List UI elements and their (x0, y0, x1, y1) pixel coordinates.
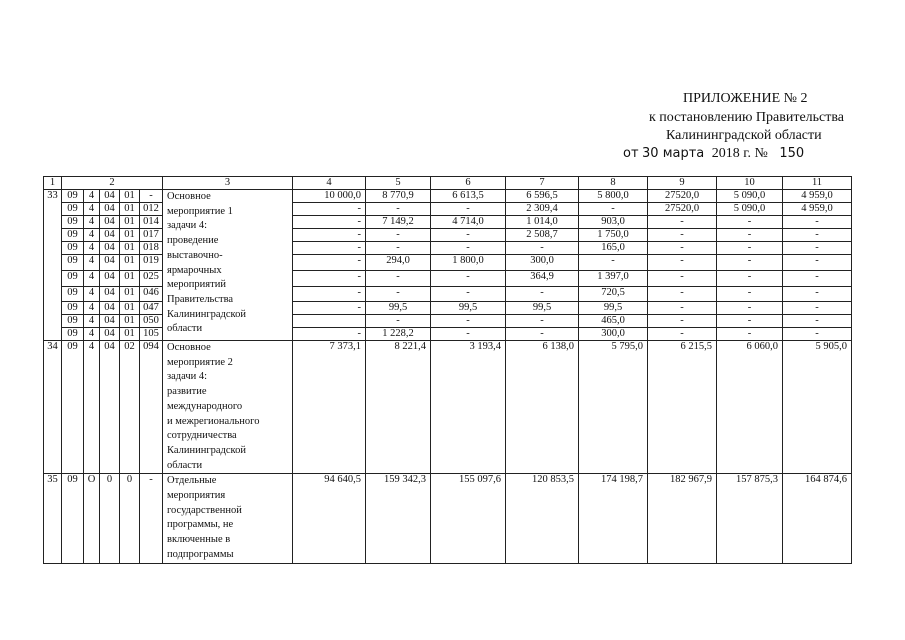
code-cell: 046 (140, 287, 163, 302)
value-cell: 5 795,0 (579, 341, 648, 474)
value-cell: - (579, 203, 648, 216)
value-cell: - (783, 328, 852, 341)
code-cell: 09 (62, 474, 84, 563)
value-cell: 1 750,0 (579, 229, 648, 242)
code-cell: 4 (84, 229, 100, 242)
code-cell: 4 (84, 341, 100, 474)
value-cell: 7 149,2 (366, 216, 431, 229)
description-line: мероприятий (167, 279, 226, 291)
column-number: 9 (648, 177, 717, 190)
code-cell: 01 (120, 287, 140, 302)
code-cell: 04 (100, 255, 120, 271)
value-cell: 157 875,3 (717, 474, 783, 563)
value-cell: 99,5 (506, 302, 579, 315)
code-cell: 04 (100, 229, 120, 242)
code-cell: 04 (100, 287, 120, 302)
value-cell: - (366, 242, 431, 255)
value-cell: 294,0 (366, 255, 431, 271)
description-line: программы, не (167, 519, 234, 531)
value-cell: - (717, 315, 783, 328)
value-cell: - (293, 216, 366, 229)
value-cell: - (717, 216, 783, 229)
description-line: включенные в (167, 534, 231, 546)
value-cell: - (783, 302, 852, 315)
value-cell: 99,5 (579, 302, 648, 315)
value-cell: 99,5 (366, 302, 431, 315)
code-cell: - (140, 474, 163, 563)
date-prefix: от (623, 146, 639, 161)
code-cell: 01 (120, 229, 140, 242)
code-cell: 017 (140, 229, 163, 242)
code-cell: 04 (100, 271, 120, 287)
code-cell: 09 (62, 315, 84, 328)
code-cell: 094 (140, 341, 163, 474)
description-line: сотрудничества (167, 430, 237, 442)
code-cell: 047 (140, 302, 163, 315)
description-line: мероприятие 2 (167, 356, 233, 368)
code-cell: 04 (100, 242, 120, 255)
value-cell: - (431, 229, 506, 242)
code-cell: 09 (62, 216, 84, 229)
value-cell: - (648, 242, 717, 255)
value-cell: 300,0 (506, 255, 579, 271)
value-cell: 300,0 (579, 328, 648, 341)
code-cell: 4 (84, 242, 100, 255)
resolution-number: 150 (779, 146, 805, 161)
column-number: 4 (293, 177, 366, 190)
value-cell: - (717, 255, 783, 271)
value-cell: - (366, 271, 431, 287)
description-line: государственной (167, 504, 242, 516)
value-cell: - (431, 315, 506, 328)
value-cell: 6 060,0 (717, 341, 783, 474)
value-cell: - (648, 271, 717, 287)
description-line: мероприятия (167, 490, 226, 502)
code-cell: 09 (62, 242, 84, 255)
value-cell: - (293, 271, 366, 287)
description-line: задачи 4: (167, 371, 208, 383)
code-cell: 025 (140, 271, 163, 287)
value-cell: - (717, 271, 783, 287)
code-cell: 09 (62, 255, 84, 271)
value-cell: 1 397,0 (579, 271, 648, 287)
code-cell: 04 (100, 315, 120, 328)
code-cell: 01 (120, 203, 140, 216)
code-cell: 09 (62, 287, 84, 302)
description-line: подпрограммы (167, 548, 234, 560)
value-cell: - (431, 271, 506, 287)
code-cell: 01 (120, 190, 140, 203)
value-cell: - (293, 242, 366, 255)
code-cell: 4 (84, 328, 100, 341)
value-cell: 159 342,3 (366, 474, 431, 563)
code-cell: 01 (120, 315, 140, 328)
code-cell: - (140, 190, 163, 203)
value-cell: - (783, 255, 852, 271)
value-cell: 165,0 (579, 242, 648, 255)
description-line: проведение (167, 235, 219, 247)
value-cell: - (431, 328, 506, 341)
value-cell: 1 228,2 (366, 328, 431, 341)
region-name: Калининградской области (666, 128, 822, 143)
code-cell: О (84, 474, 100, 563)
value-cell: 5 090,0 (717, 190, 783, 203)
code-cell: 01 (120, 242, 140, 255)
value-cell: - (648, 229, 717, 242)
resolution-reference: к постановлению Правительства (649, 110, 845, 125)
value-cell: 6 613,5 (431, 190, 506, 203)
code-cell: 04 (100, 216, 120, 229)
value-cell: - (366, 203, 431, 216)
value-cell: - (783, 216, 852, 229)
value-cell: - (579, 255, 648, 271)
code-cell: 01 (120, 302, 140, 315)
code-cell: 04 (100, 341, 120, 474)
value-cell: 6 596,5 (506, 190, 579, 203)
value-cell: - (293, 229, 366, 242)
row-description (163, 190, 293, 341)
value-cell: - (717, 328, 783, 341)
row-description (163, 341, 293, 474)
value-cell: - (783, 242, 852, 255)
column-number: 6 (431, 177, 506, 190)
value-cell: - (506, 287, 579, 302)
value-cell: 2 309,4 (506, 203, 579, 216)
value-cell: - (293, 328, 366, 341)
table-row (44, 190, 852, 203)
code-cell: 01 (120, 271, 140, 287)
code-cell: 4 (84, 287, 100, 302)
code-cell: 4 (84, 271, 100, 287)
column-number: 2 (62, 177, 163, 190)
value-cell: - (293, 287, 366, 302)
value-cell: 182 967,9 (648, 474, 717, 563)
value-cell: 10 000,0 (293, 190, 366, 203)
column-number: 8 (579, 177, 648, 190)
column-number: 10 (717, 177, 783, 190)
value-cell: 364,9 (506, 271, 579, 287)
table-row (44, 474, 852, 563)
code-cell: 0 (120, 474, 140, 563)
description-line: ярмарочных (167, 264, 222, 276)
description-line: Правительства (167, 293, 234, 305)
value-cell: 120 853,5 (506, 474, 579, 563)
value-cell: 5 090,0 (717, 203, 783, 216)
code-cell: 4 (84, 315, 100, 328)
value-cell: 8 221,4 (366, 341, 431, 474)
row-number: 33 (44, 190, 62, 341)
value-cell: 2 508,7 (506, 229, 579, 242)
code-cell: 04 (100, 328, 120, 341)
code-cell: 09 (62, 203, 84, 216)
row-description (163, 474, 293, 563)
column-number: 5 (366, 177, 431, 190)
code-cell: 09 (62, 271, 84, 287)
description-line: Основное (167, 191, 211, 202)
description-line: Основное (167, 342, 211, 353)
code-cell: 09 (62, 328, 84, 341)
value-cell: - (717, 242, 783, 255)
value-cell: - (431, 287, 506, 302)
budget-table (43, 176, 852, 564)
value-cell: - (366, 287, 431, 302)
value-cell: 5 905,0 (783, 341, 852, 474)
code-cell: 09 (62, 229, 84, 242)
value-cell: 3 193,4 (431, 341, 506, 474)
value-cell: 903,0 (579, 216, 648, 229)
value-cell: - (648, 328, 717, 341)
row-number: 34 (44, 341, 62, 474)
code-cell: 019 (140, 255, 163, 271)
code-cell: 012 (140, 203, 163, 216)
description-line: выставочно- (167, 249, 223, 261)
code-cell: 105 (140, 328, 163, 341)
value-cell: 7 373,1 (293, 341, 366, 474)
value-cell: 27520,0 (648, 203, 717, 216)
column-number-row (44, 177, 852, 190)
code-cell: 4 (84, 255, 100, 271)
value-cell: - (648, 315, 717, 328)
value-cell: - (506, 242, 579, 255)
column-number: 11 (783, 177, 852, 190)
value-cell: 6 215,5 (648, 341, 717, 474)
value-cell: - (506, 315, 579, 328)
code-cell: 04 (100, 203, 120, 216)
column-number: 1 (44, 177, 62, 190)
code-cell: 09 (62, 302, 84, 315)
value-cell: 4 959,0 (783, 203, 852, 216)
resolution-date-line (623, 146, 804, 162)
code-cell: 4 (84, 203, 100, 216)
value-cell: 4 714,0 (431, 216, 506, 229)
description-line: мероприятие 1 (167, 205, 233, 217)
description-line: задачи 4: (167, 220, 208, 232)
code-cell: 050 (140, 315, 163, 328)
value-cell: 99,5 (431, 302, 506, 315)
description-line: развитие (167, 386, 207, 398)
row-number: 35 (44, 474, 62, 563)
value-cell: - (783, 229, 852, 242)
description-line: Калининградской (167, 308, 246, 320)
column-number: 3 (163, 177, 293, 190)
value-cell: - (431, 203, 506, 216)
value-cell: - (717, 287, 783, 302)
code-cell: 04 (100, 302, 120, 315)
value-cell: - (717, 302, 783, 315)
code-cell: 09 (62, 341, 84, 474)
value-cell: 1 014,0 (506, 216, 579, 229)
value-cell: 465,0 (579, 315, 648, 328)
value-cell: 4 959,0 (783, 190, 852, 203)
code-cell: 014 (140, 216, 163, 229)
table-row (44, 341, 852, 474)
value-cell: 5 800,0 (579, 190, 648, 203)
description-line: и межрегионального (167, 415, 260, 427)
description-line: области (167, 459, 203, 471)
code-cell: 01 (120, 328, 140, 341)
code-cell: 4 (84, 190, 100, 203)
description-line: Калининградской (167, 444, 246, 456)
code-cell: 4 (84, 216, 100, 229)
description-line: Отдельные (167, 475, 217, 487)
value-cell: - (293, 203, 366, 216)
code-cell: 04 (100, 190, 120, 203)
value-cell: - (783, 287, 852, 302)
value-cell: - (783, 271, 852, 287)
description-line: области (167, 323, 203, 335)
value-cell: - (648, 255, 717, 271)
value-cell: 174 198,7 (579, 474, 648, 563)
value-cell: - (366, 229, 431, 242)
value-cell: 27520,0 (648, 190, 717, 203)
value-cell: 8 770,9 (366, 190, 431, 203)
code-cell: 4 (84, 302, 100, 315)
value-cell: 155 097,6 (431, 474, 506, 563)
value-cell: 6 138,0 (506, 341, 579, 474)
value-cell: - (293, 255, 366, 271)
code-cell: 01 (120, 216, 140, 229)
appendix-title: ПРИЛОЖЕНИЕ № 2 (683, 91, 808, 106)
value-cell: - (648, 216, 717, 229)
code-cell: 0 (100, 474, 120, 563)
value-cell: - (431, 242, 506, 255)
year-label: 2018 г. № (711, 146, 768, 161)
code-cell: 02 (120, 341, 140, 474)
value-cell: 164 874,6 (783, 474, 852, 563)
value-cell: 94 640,5 (293, 474, 366, 563)
date-value: 30 марта (642, 146, 705, 161)
value-cell: - (293, 302, 366, 315)
value-cell: 720,5 (579, 287, 648, 302)
value-cell: - (648, 287, 717, 302)
value-cell: - (506, 328, 579, 341)
value-cell: - (648, 302, 717, 315)
value-cell (293, 315, 366, 328)
description-line: международного (167, 400, 243, 412)
code-cell: 09 (62, 190, 84, 203)
column-number: 7 (506, 177, 579, 190)
value-cell: 1 800,0 (431, 255, 506, 271)
value-cell: - (717, 229, 783, 242)
code-cell: 018 (140, 242, 163, 255)
value-cell: - (783, 315, 852, 328)
value-cell: - (366, 315, 431, 328)
code-cell: 01 (120, 255, 140, 271)
